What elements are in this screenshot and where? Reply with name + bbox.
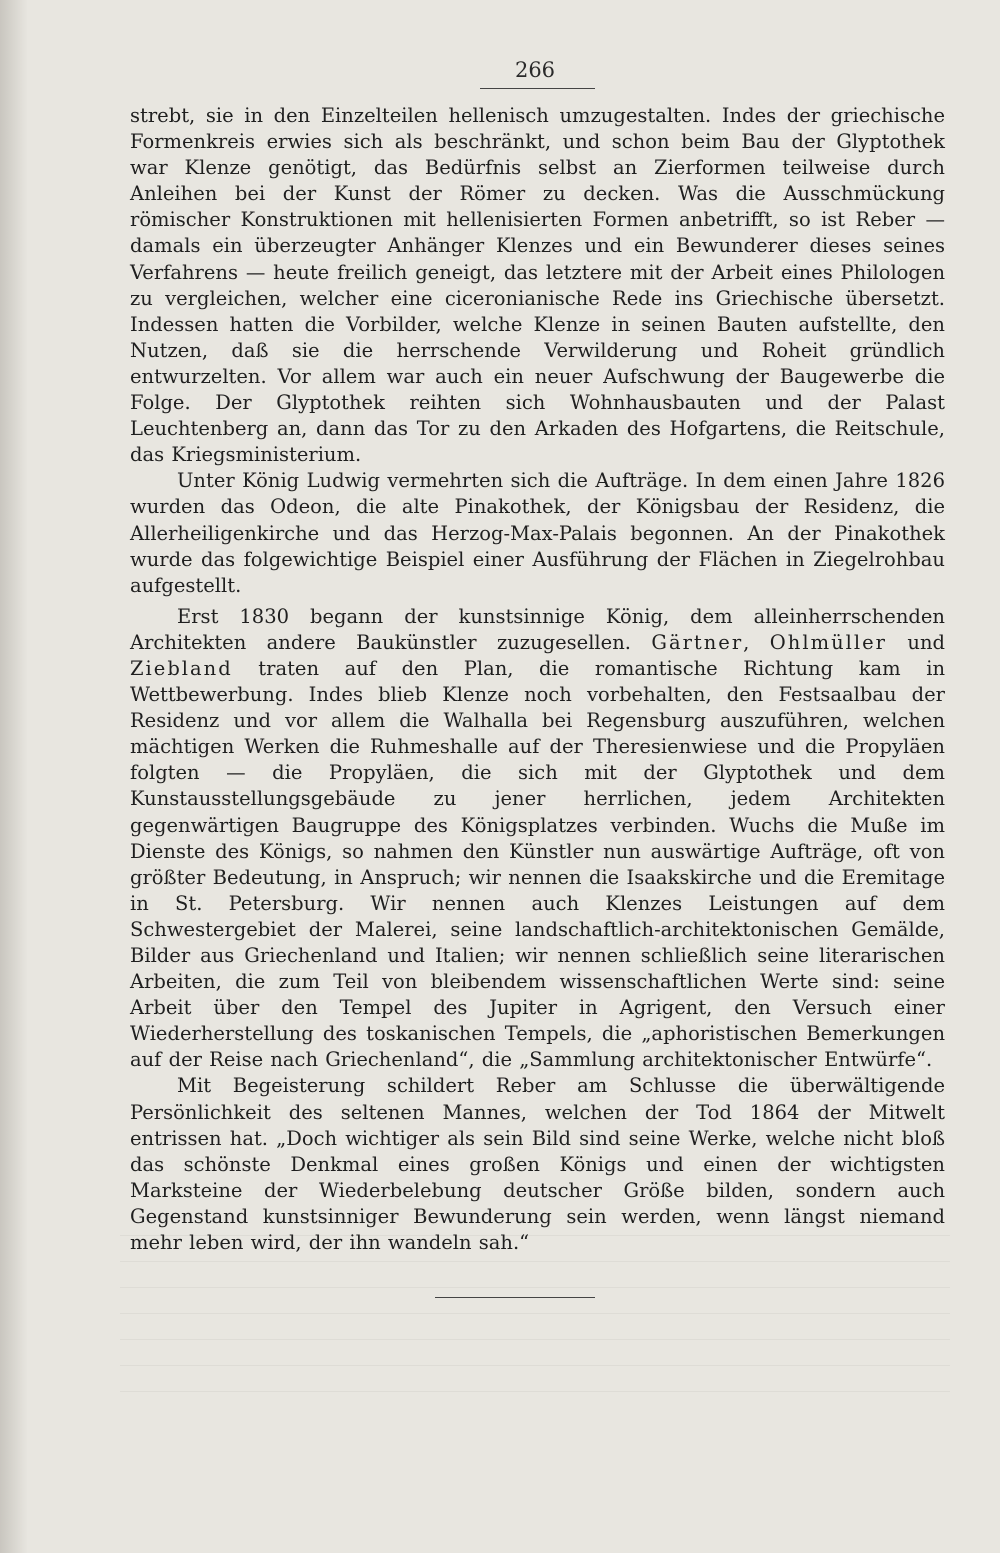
body-text	[130, 103, 945, 1256]
name-separator-2: und	[886, 630, 945, 654]
name-gaertner: Gärtner	[651, 630, 744, 654]
header-rule	[480, 88, 595, 89]
paragraph-1: strebt, sie in den Einzelteilen hellenisch umzugestalten. Indes der griechische Formenkreis erwies sich als beschränkt, und schon beim Bau der Glyptothek war Klenze genötigt, das Bedürfnis selbst an Zierformen teilweise durch Anleihen bei der Kunst der Römer zu decken. Was die Ausschmückung römischer Konstruktionen mit hellenisierten Formen anbetrifft, so ist Reber — damals ein überzeugter Anhänger Klenzes und ein Bewunderer dieses seines Verfahrens — heute freilich geneigt, das letztere mit der Arbeit eines Philologen zu vergleichen, welcher eine ciceronianische Rede ins Griechische übersetzt. Indessen hatten die Vorbilder, welche Klenze in seinen Bauten aufstellte, den Nutzen, daß sie die herrschende Verwilderung und Roheit gründlich entwurzelten. Vor allem war auch ein neuer Aufschwung der Baugewerbe die Folge. Der Glyptothek reihten sich Wohnhausbauten und der Palast Leuchtenberg an, dann das Tor zu den Arkaden des Hofgartens, die Reitschule, das Kriegsministerium.	[130, 104, 945, 467]
paragraph-3	[130, 604, 945, 1074]
paragraph-3-rest: traten auf den Plan, die romantische Richtung kam in Wettbewerbung. Indes blieb Klenze noch vorbehalten, den Festsaalbau der Residenz und vor allem die Walhalla bei Regensburg auszuführen, welchen mächtigen Werken die Ruhmeshalle auf der Theresienwiese und die Propyläen folgten — die Propyläen, die sich mit der Glyptothek und dem Kunstausstellungsgebäude zu jener herrlichen, jedem Architekten gegenwärtigen Baugruppe des Königsplatzes verbinden. Wuchs die Muße im Dienste des Königs, so nahmen den Künstler nun auswärtige Aufträge, oft von größter Bedeutung, in Anspruch; wir nennen die Isaakskirche und die Eremitage in St. Petersburg. Wir nennen auch Klenzes Leistungen auf dem Schwestergebiet der Malerei, seine landschaftlich-architektonischen Gemälde, Bilder aus Griechenland und Italien; wir nennen schließlich seine literarischen Arbeiten, die zum Teil von bleibendem wissenschaftlichen Werte sind: seine Arbeit über den Tempel des Jupiter in Agrigent, den Versuch einer Wiederherstellung des toskanischen Tempels, die „aphoristischen Bemerkungen auf der Reise nach Griechenland“, die „Sammlung architektonischer Entwürfe“.	[130, 656, 945, 1072]
paragraph-4: Mit Begeisterung schildert Reber am Schlusse die überwältigende Persönlichkeit des seltenen Mannes, welchen der Tod 1864 der Mitwelt entrissen hat. „Doch wichtiger als sein Bild sind seine Werke, welche nicht bloß das schönste Denkmal eines großen Königs und einen der wichtigsten Marksteine der Wiederbelebung deutscher Größe bilden, sondern auch Gegenstand kunstsinniger Bewunderung sein werden, wenn längst niemand mehr leben wird, der ihn wandeln sah.“	[130, 1074, 945, 1255]
name-separator-1: ,	[743, 630, 770, 654]
page-number: 266	[514, 58, 556, 82]
name-ziebland: Ziebland	[130, 656, 233, 680]
page-gutter-shadow	[0, 0, 28, 1553]
paragraph-2: Unter König Ludwig vermehrten sich die Aufträge. In dem einen Jahre 1826 wurden das Odeon, die alte Pinakothek, der Königsbau der Residenz, die Allerheiligenkirche und das Herzog-Max-Palais begonnen. An der Pinakothek wurde das folgewichtige Beispiel einer Ausführung der Flächen in Ziegelrohbau aufgestellt.	[130, 469, 945, 597]
paragraph-3-start: Erst 1830 begann der kunstsinnige König, dem alleinherrschenden Architekten andere Baukünstler zuzugesellen.	[130, 604, 945, 654]
end-rule	[435, 1297, 595, 1298]
name-ohlmueller: Ohlmüller	[769, 630, 887, 654]
show-through-texture	[120, 1235, 950, 1415]
